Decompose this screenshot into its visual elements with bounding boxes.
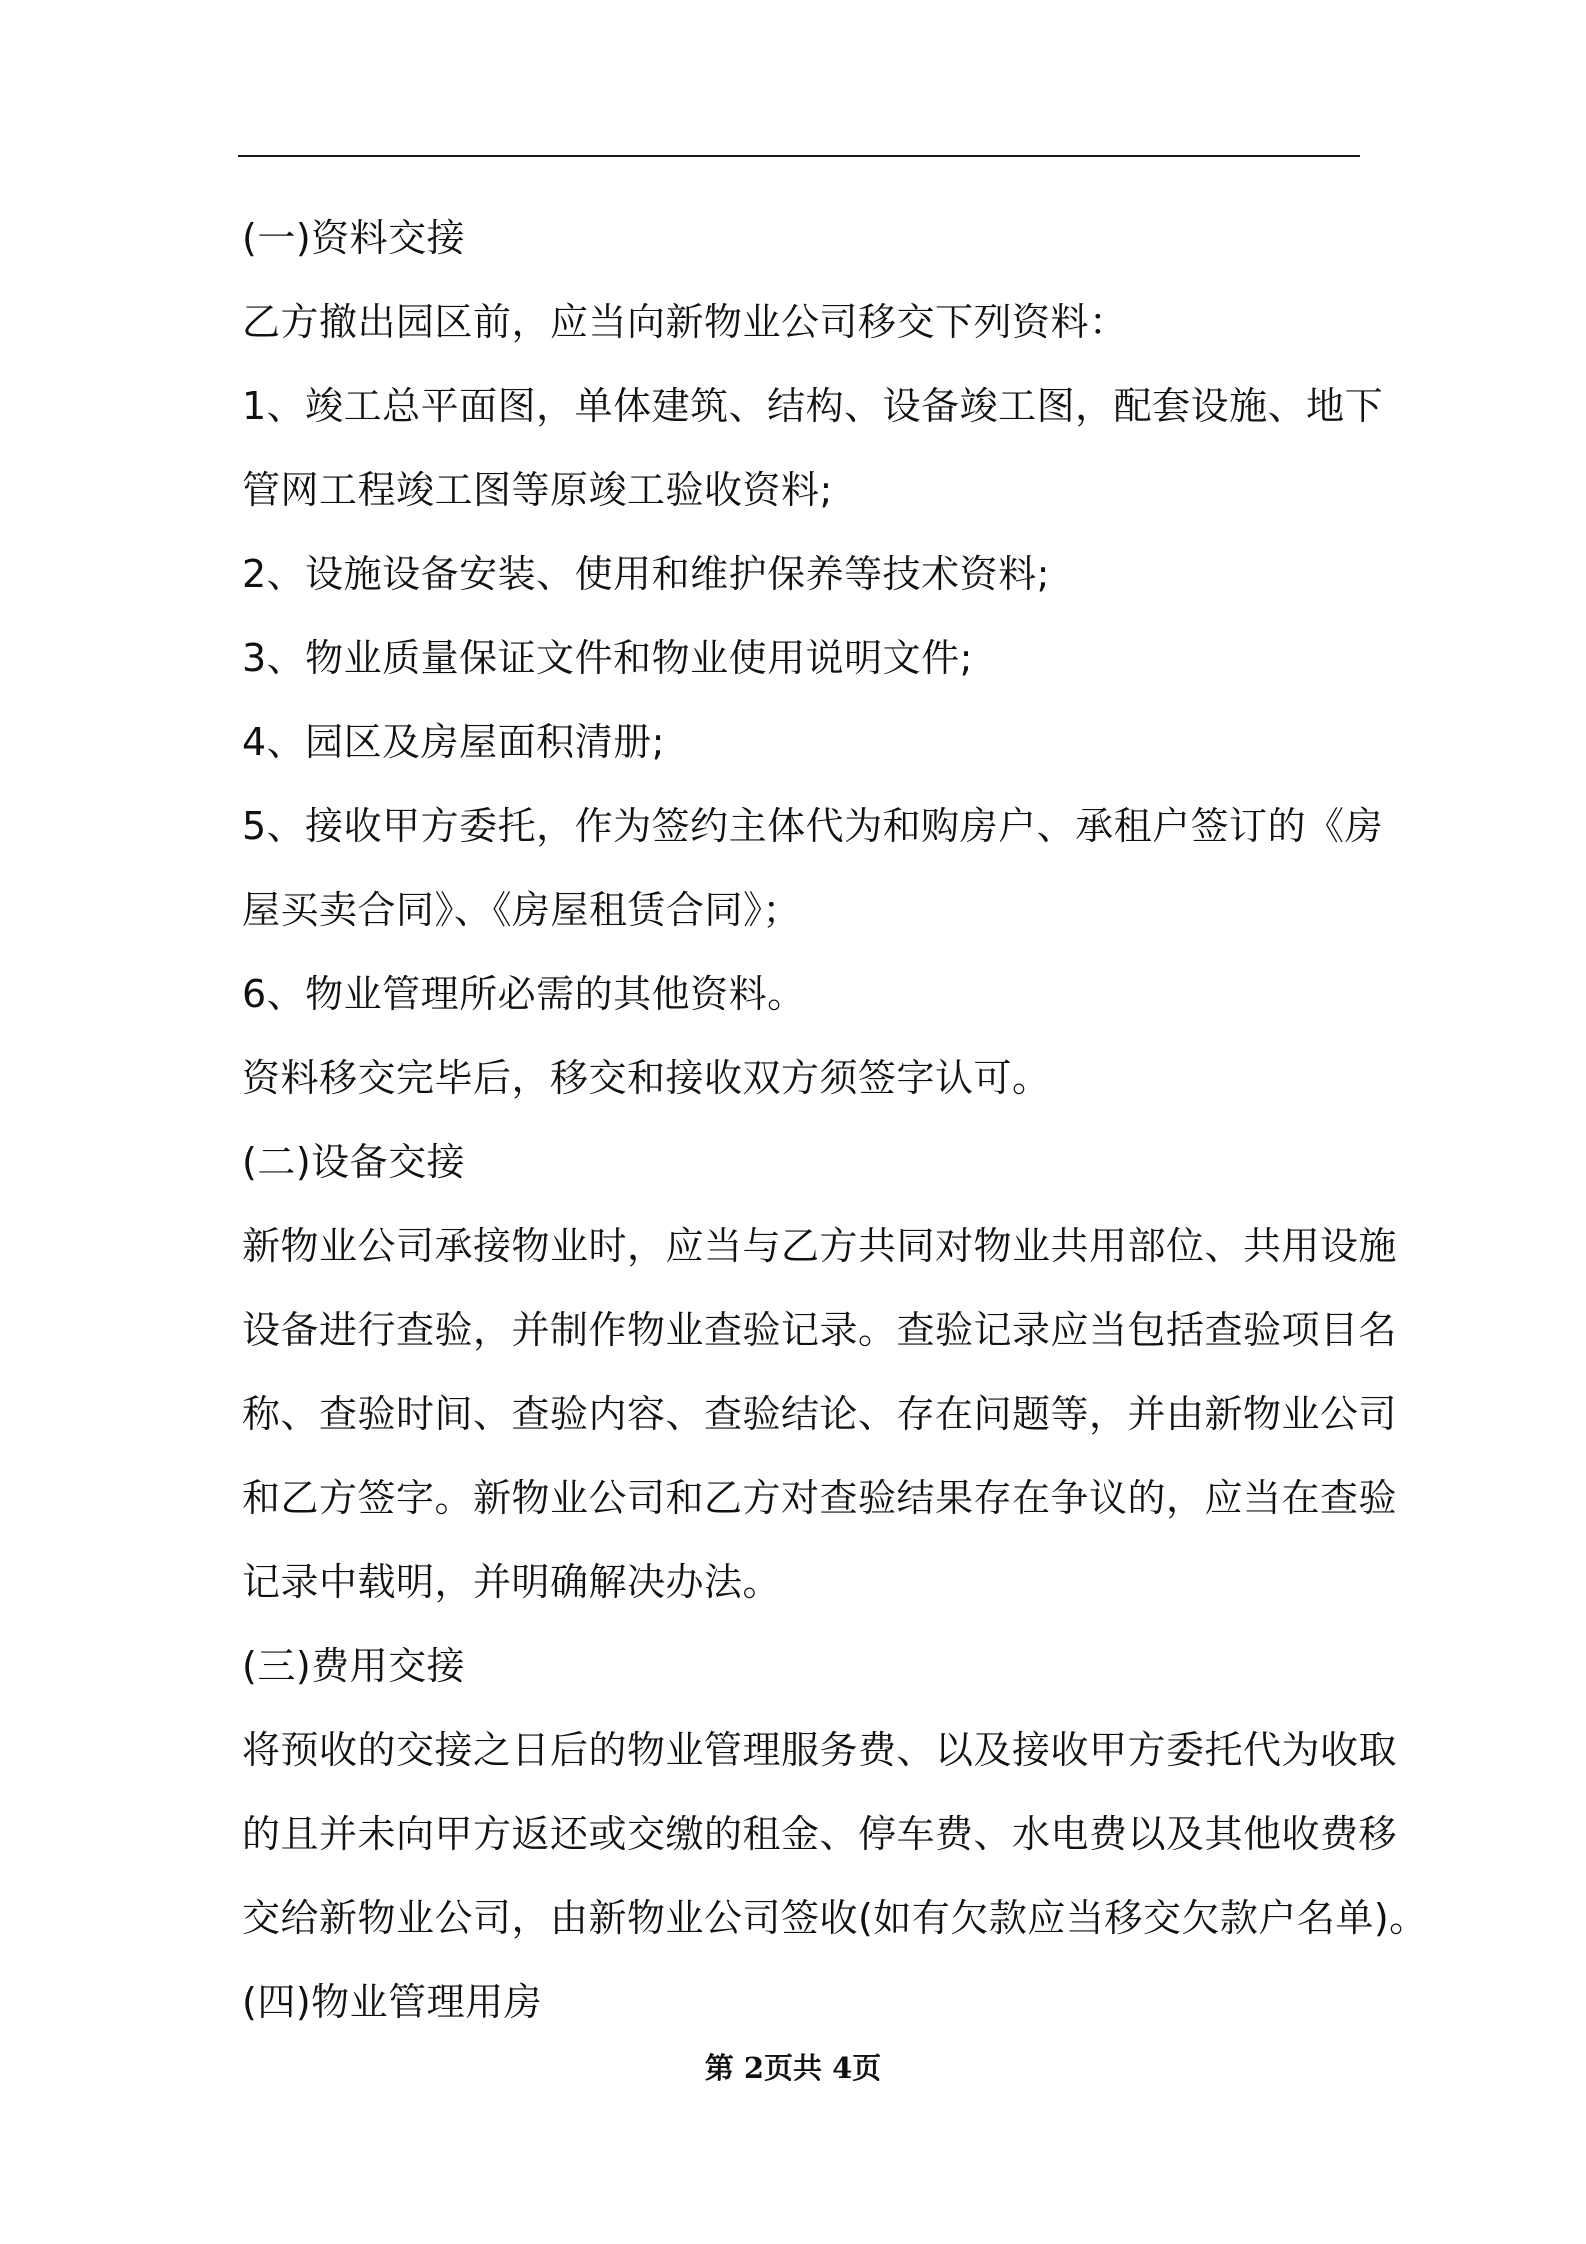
paragraph-line: 设备进行查验，并制作物业查验记录。查验记录应当包括查验项目名 — [242, 1308, 1398, 1352]
paragraph-line: 乙方撤出园区前，应当向新物业公司移交下列资料： — [242, 300, 1128, 344]
section-heading-fee-handover: (三)费用交接 — [242, 1644, 466, 1688]
document-body — [242, 196, 1428, 2044]
header-rule — [238, 155, 1360, 157]
paragraph-line: 将预收的交接之日后的物业管理服务费、以及接收甲方委托代为收取 — [242, 1728, 1398, 1772]
paragraph-line: 和乙方签字。新物业公司和乙方对查验结果存在争议的，应当在查验 — [242, 1476, 1398, 1520]
section-heading-management-premises: (四)物业管理用房 — [242, 1980, 543, 2024]
section-heading-document-handover: (一)资料交接 — [242, 216, 466, 260]
list-item-2: 2、设施设备安装、使用和维护保养等技术资料; — [242, 552, 1050, 596]
paragraph-line: 称、查验时间、查验内容、查验结论、存在问题等，并由新物业公司 — [242, 1392, 1398, 1436]
list-item-1-continued: 管网工程竣工图等原竣工验收资料; — [242, 468, 833, 512]
list-item-1: 1、竣工总平面图，单体建筑、结构、设备竣工图，配套设施、地下 — [242, 384, 1384, 428]
list-item-5-continued: 屋买卖合同》、《房屋租赁合同》； — [242, 888, 802, 932]
list-item-3: 3、物业质量保证文件和物业使用说明文件; — [242, 636, 973, 680]
list-item-5: 5、接收甲方委托，作为签约主体代为和购房户、承租户签订的《房 — [242, 804, 1384, 848]
section-heading-equipment-handover: (二)设备交接 — [242, 1140, 466, 1184]
paragraph-line: 新物业公司承接物业时，应当与乙方共同对物业共用部位、共用设施 — [242, 1224, 1398, 1268]
list-item-4: 4、园区及房屋面积清册; — [242, 720, 665, 764]
list-item-6: 6、物业管理所必需的其他资料。 — [242, 972, 806, 1016]
paragraph-line: 记录中载明，并明确解决办法。 — [242, 1560, 782, 1604]
paragraph-line: 资料移交完毕后，移交和接收双方须签字认可。 — [242, 1056, 1051, 1100]
page-number: 第 2页共 4页 — [704, 2051, 882, 2085]
paragraph-line: 的且并未向甲方返还或交缴的租金、停车费、水电费以及其他收费移 — [242, 1812, 1398, 1856]
paragraph-line: 交给新物业公司，由新物业公司签收(如有欠款应当移交欠款户名单)。 — [242, 1896, 1428, 1940]
